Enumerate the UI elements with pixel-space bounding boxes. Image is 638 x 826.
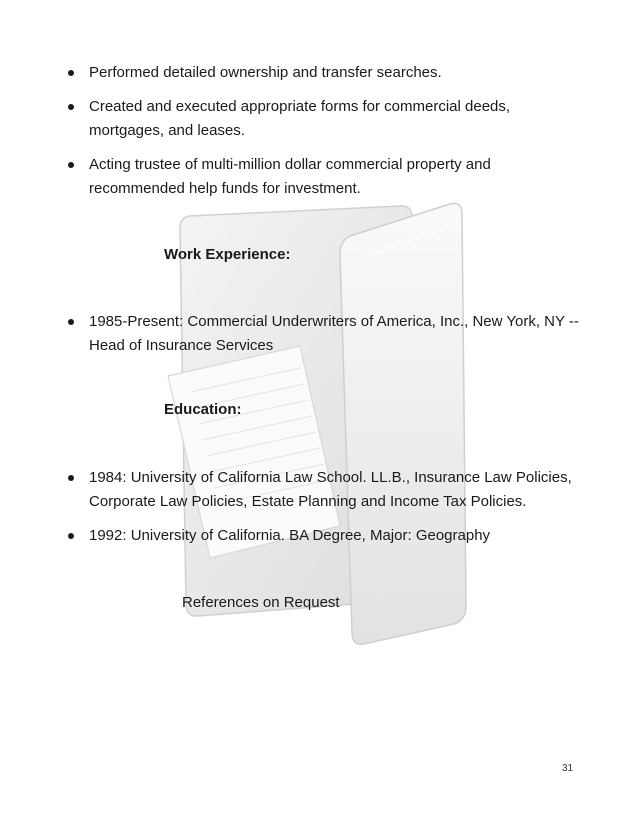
list-item-text: Acting trustee of multi-million dollar commercial property and recommended help funds for investment. xyxy=(89,156,491,197)
bullet-icon xyxy=(68,104,74,110)
list-item-text: 1984: University of California Law School. LL.B., Insurance Law Policies, Corporate Law Policies, Estate Planning and Income Tax Policies. xyxy=(89,469,572,510)
list-item-text: Performed detailed ownership and transfer searches. xyxy=(89,64,442,81)
section-heading-education: Education: xyxy=(164,401,242,418)
bullet-icon xyxy=(68,162,74,168)
references-note: References on Request xyxy=(182,594,340,611)
list-item xyxy=(68,153,528,201)
bullet-icon xyxy=(68,319,74,325)
page-number: 31 xyxy=(562,763,574,774)
list-item-text: 1985-Present: Commercial Underwriters of America, Inc., New York, NY -- Head of Insurance Services xyxy=(89,313,579,354)
section-heading-work-experience: Work Experience: xyxy=(164,246,291,263)
list-item xyxy=(68,95,538,143)
list-item xyxy=(68,524,588,548)
bullet-icon xyxy=(68,70,74,76)
bullet-icon xyxy=(68,533,74,539)
list-item xyxy=(68,310,593,358)
list-item-text: 1992: University of California. BA Degree, Major: Geography xyxy=(89,527,491,544)
bullet-icon xyxy=(68,475,74,481)
list-item-text: Created and executed appropriate forms for commercial deeds, mortgages, and leases. xyxy=(89,98,511,139)
list-item xyxy=(68,466,593,514)
list-item xyxy=(68,61,588,85)
